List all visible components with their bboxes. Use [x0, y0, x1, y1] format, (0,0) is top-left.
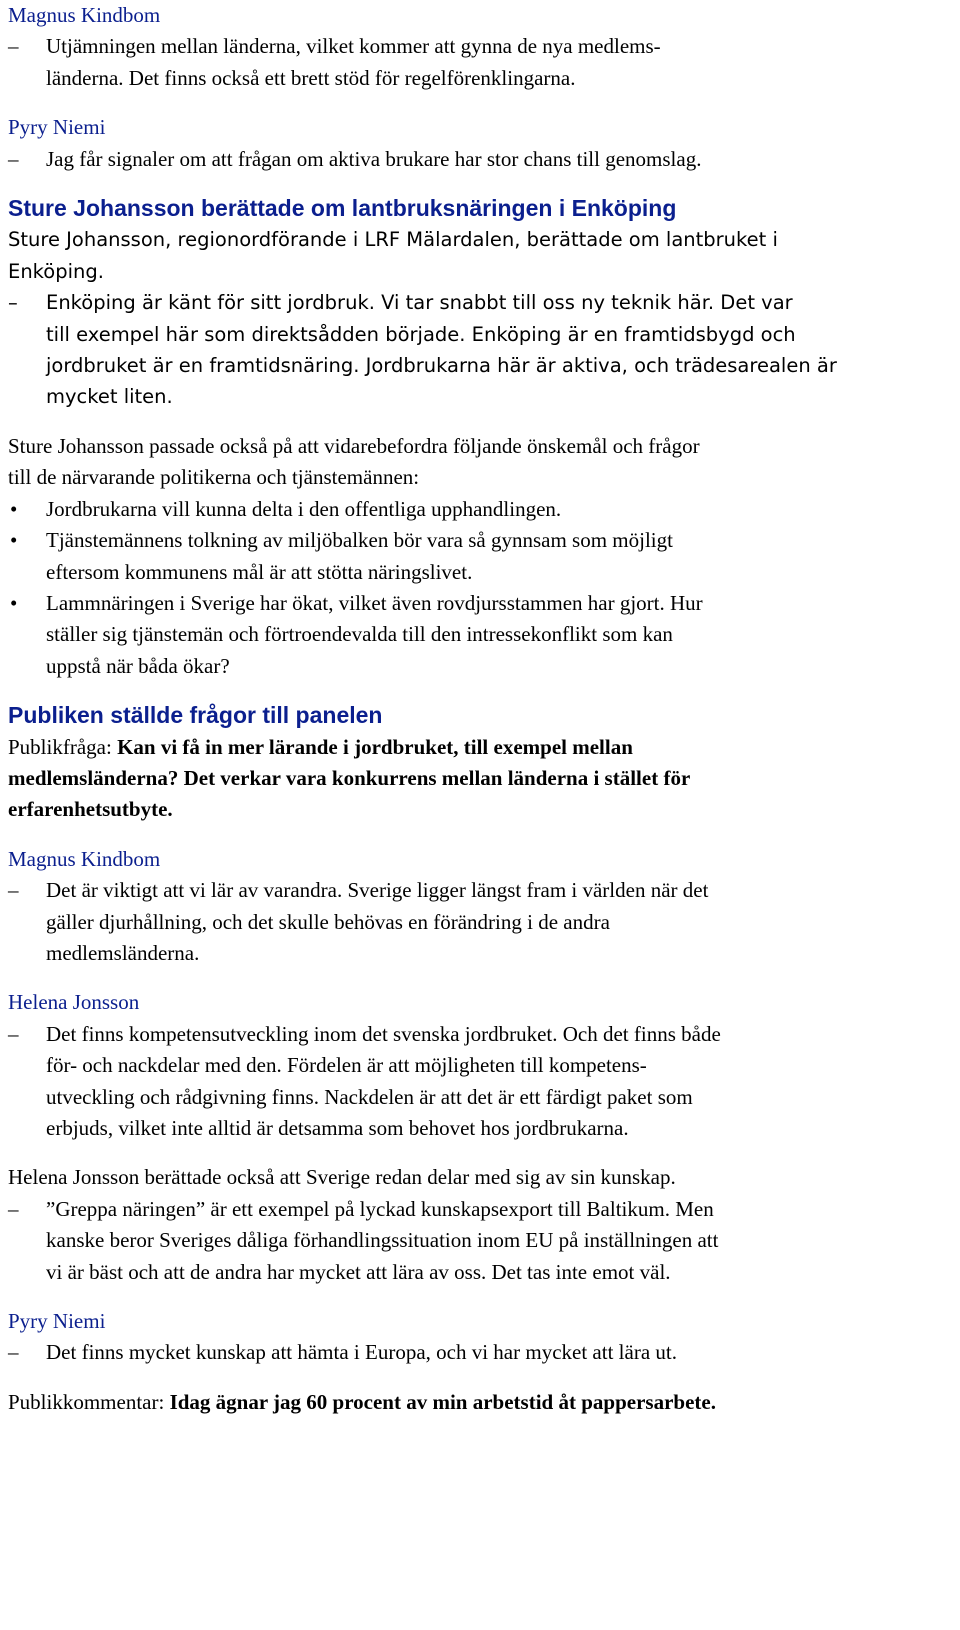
comment-label: Publikkommentar:	[8, 1389, 170, 1414]
audience-comment	[8, 1387, 950, 1418]
text-line: länderna. Det finns också ett brett stöd för regelförenklingarna.	[46, 65, 576, 90]
audience-question	[8, 732, 950, 826]
bullet-marker: •	[10, 528, 18, 553]
text-line: Jag får signaler om att frågan om aktiva brukare har stor chans till genomslag.	[46, 146, 702, 171]
text-line: utveckling och rådgivning finns. Nackdelen är att det är ett färdigt paket som	[46, 1084, 693, 1109]
dash-marker: –	[8, 1340, 19, 1365]
dash-marker: –	[8, 878, 19, 903]
bullet-item	[8, 525, 950, 588]
text-line: gäller djurhållning, och det skulle behövas en förändring i de andra	[46, 909, 610, 934]
text-line: Det är viktigt att vi lär av varandra. Sverige ligger längst fram i världen när det	[46, 878, 709, 903]
text-line: Sture Johansson, regionordförande i LRF Mälardalen, berättade om lantbruket i	[8, 228, 778, 252]
speaker-name: Magnus Kindbom	[8, 3, 161, 27]
text-line	[8, 732, 950, 763]
text-line	[8, 794, 950, 825]
section-heading: Publiken ställde frågor till panelen	[8, 702, 383, 729]
question-text: Kan vi få in mer lärande i jordbruket, till exempel mellan	[117, 734, 633, 759]
speaker-name: Helena Jonsson	[8, 990, 140, 1015]
text-line: ”Greppa näringen” är ett exempel på lyckad kunskapsexport till Baltikum. Men	[46, 1196, 714, 1221]
question-text: erfarenhetsutbyte.	[8, 797, 173, 822]
text-line: till de närvarande politikerna och tjänstemännen:	[8, 465, 420, 490]
text-line: jordbruket är en framtidsnäring. Jordbrukarna här är aktiva, och trädesarealen är	[46, 354, 837, 378]
bullet-item	[8, 494, 950, 525]
text-line: erbjuds, vilket inte alltid är detsamma som behovet hos jordbrukarna.	[46, 1116, 629, 1140]
bullet-marker: •	[10, 496, 18, 521]
speaker-name: Magnus Kindbom	[8, 846, 161, 871]
narrative-text: Helena Jonsson berättade också att Sverige redan delar med sig av sin kunskap.	[8, 1165, 676, 1190]
bullet-item	[8, 588, 950, 682]
speaker-name: Pyry Niemi	[8, 1309, 106, 1334]
dash-marker: –	[8, 146, 19, 171]
text-line: Enköping.	[8, 259, 104, 283]
question-text: medlemsländerna? Det verkar vara konkurrens mellan länderna i stället för	[8, 765, 691, 790]
text-line: Enköping är känt för sitt jordbruk. Vi tar snabbt till oss ny teknik här. Det var	[46, 291, 793, 315]
text-line: kanske beror Sveriges dåliga förhandlingssituation inom EU på inställningen att	[46, 1228, 719, 1253]
text-line: till exempel här som direktsådden började. Enköping är en framtidsbygd och	[46, 322, 796, 346]
speaker-statement	[8, 31, 950, 94]
section-heading: Sture Johansson berättade om lantbruksnäringen i Enköping	[8, 195, 677, 222]
speaker-statement	[8, 875, 950, 969]
dash-marker: –	[8, 1196, 19, 1221]
text-line: vi är bäst och att de andra har mycket att lära av oss. Det tas inte emot väl.	[46, 1259, 671, 1284]
question-label: Publikfråga:	[8, 734, 118, 759]
bullet-marker: •	[10, 590, 18, 615]
quote-statement	[8, 287, 950, 413]
section-intro	[8, 431, 950, 494]
dash-marker: –	[8, 291, 18, 315]
text-line	[8, 763, 950, 794]
text-line: Sture Johansson passade också på att vidarebefordra följande önskemål och frågor	[8, 433, 700, 458]
section-intro	[8, 224, 950, 287]
dash-marker: –	[8, 1021, 19, 1046]
text-line: Utjämningen mellan länderna, vilket kommer att gynna de nya medlems-	[46, 34, 661, 59]
text-line: Tjänstemännens tolkning av miljöbalken bör vara så gynnsam som möjligt	[46, 528, 673, 553]
comment-text: Idag ägnar jag 60 procent av min arbetstid åt pappersarbete.	[169, 1389, 716, 1414]
text-line: Lammnäringen i Sverige har ökat, vilket även rovdjursstammen har gjort. Hur	[46, 590, 703, 615]
text-line: Jordbrukarna vill kunna delta i den offentliga upphandlingen.	[46, 496, 562, 521]
speaker-statement	[8, 144, 950, 175]
text-line: Det finns kompetensutveckling inom det svenska jordbruket. Och det finns både	[46, 1021, 721, 1046]
speaker-name: Pyry Niemi	[8, 115, 106, 140]
text-line: ställer sig tjänstemän och förtroendevalda till den intressekonflikt som kan	[46, 622, 673, 647]
text-line: uppstå när båda ökar?	[46, 653, 230, 678]
text-line: mycket liten.	[46, 385, 173, 409]
speaker-statement	[8, 1019, 950, 1145]
text-line: Det finns mycket kunskap att hämta i Europa, och vi har mycket att lära ut.	[46, 1340, 677, 1365]
speaker-statement	[8, 1194, 950, 1288]
text-line: för- och nackdelar med den. Fördelen är att möjligheten till kompetens-	[46, 1053, 647, 1078]
text-line: eftersom kommunens mål är att stötta näringslivet.	[46, 559, 473, 584]
text-line: medlemsländerna.	[46, 940, 200, 965]
speaker-statement	[8, 1337, 950, 1368]
dash-marker: –	[8, 34, 19, 59]
